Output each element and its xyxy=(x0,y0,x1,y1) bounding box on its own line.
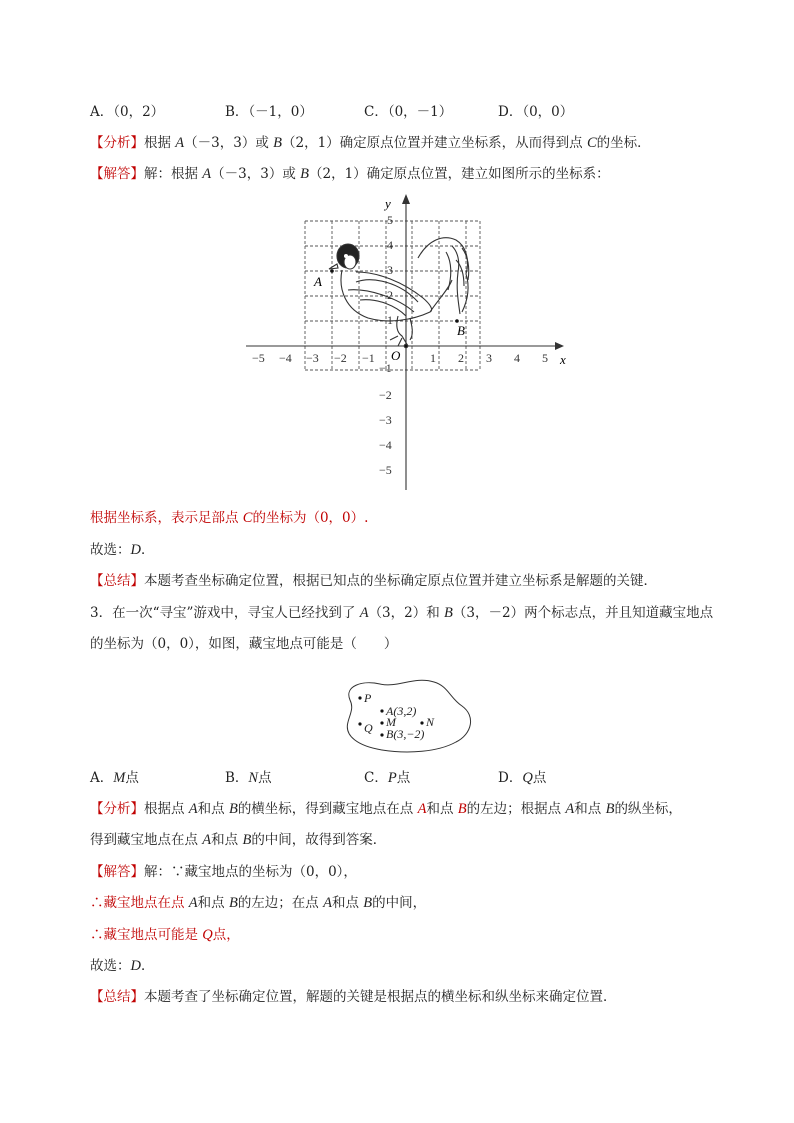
q2-conclusion: 根据坐标系，表示足部点 C的坐标为（0，0）. xyxy=(90,510,369,526)
q3-summary: 【总结】本题考查了坐标确定位置，解题的关键是根据点的横坐标和纵坐标来确定位置． xyxy=(90,989,617,1005)
point-a-marker xyxy=(330,269,334,273)
q3-option-a: A．M点 xyxy=(90,770,139,786)
q2-solution: 【解答】解：根据 A（－3，3）或 B（2，1）确定原点位置，建立如图所示的坐标系： xyxy=(90,166,610,182)
q3-analysis-line2: 得到藏宝地点在点 A和点 B的中间，故得到答案． xyxy=(90,832,387,848)
point-n-label: N xyxy=(426,715,435,729)
y-tick: −4 xyxy=(379,438,392,452)
q3-answer: 故选：D． xyxy=(90,958,155,974)
point-b-label: B(3,−2) xyxy=(386,727,425,741)
y-tick: 4 xyxy=(387,238,393,252)
y-axis-arrow xyxy=(402,194,410,204)
y-tick: 2 xyxy=(387,288,393,302)
x-tick: 4 xyxy=(514,351,520,365)
coordinate-figure xyxy=(238,190,578,500)
q2-option-c: C．（0，－1） xyxy=(364,104,453,120)
x-tick: −1 xyxy=(362,351,375,365)
x-axis-label: x xyxy=(560,352,566,367)
point-m-label: M xyxy=(386,715,396,729)
x-tick: 3 xyxy=(486,351,492,365)
x-tick: −5 xyxy=(252,351,265,365)
y-tick: 1 xyxy=(387,313,393,327)
q2-analysis: 【分析】根据 A（－3，3）或 B（2，1）确定原点位置并建立坐标系，从而得到点 C的坐标． xyxy=(90,135,651,151)
y-axis-label: y xyxy=(385,196,391,211)
q2-option-b: B．（－1，0） xyxy=(225,104,313,120)
q3-option-c: C．P点 xyxy=(364,770,411,786)
q3-option-b: B．N点 xyxy=(225,770,272,786)
y-tick: −2 xyxy=(379,388,392,402)
y-tick: 3 xyxy=(387,263,393,277)
x-tick: −4 xyxy=(279,351,292,365)
treasure-map-figure xyxy=(338,676,478,756)
point-p-label: P xyxy=(364,691,372,705)
q3-analysis-line1: 【分析】根据点 A和点 B的横坐标，得到藏宝地点在点 A和点 B的左边；根据点 A和点 B的纵坐标， xyxy=(90,801,682,817)
y-tick: −1 xyxy=(379,361,392,375)
q3-option-d: D．Q点 xyxy=(498,770,547,786)
q3-stem-line2: 的坐标为（0，0），如图，藏宝地点可能是（ ） xyxy=(90,636,398,652)
x-tick: 2 xyxy=(458,351,464,365)
y-tick: −5 xyxy=(379,463,392,477)
y-tick: −3 xyxy=(379,413,392,427)
q2-summary: 【总结】本题考查坐标确定位置，根据已知点的坐标确定原点位置并建立坐标系是解题的关键． xyxy=(90,573,657,589)
rooster-illustration xyxy=(329,238,469,348)
q3-solution-line3: ∴藏宝地点可能是 Q点， xyxy=(90,927,240,943)
x-tick: −3 xyxy=(306,351,319,365)
q2-option-a: A．（0，2） xyxy=(90,104,165,120)
x-tick: 5 xyxy=(542,351,548,365)
point-a-label: A(3,2) xyxy=(386,704,417,718)
q3-solution-line2: ∴藏宝地点在点 A和点 B的左边；在点 A和点 B的中间， xyxy=(90,895,427,911)
x-tick: −2 xyxy=(334,351,347,365)
y-tick: 5 xyxy=(387,213,393,227)
q3-stem-line1: 3．在一次“寻宝”游戏中，寻宝人已经找到了 A（3，2）和 B（3，－2）两个标志点，并且知道藏宝地点 xyxy=(90,605,714,621)
point-a-label: A xyxy=(314,274,322,289)
x-tick: 1 xyxy=(430,351,436,365)
origin-label: O xyxy=(391,348,401,363)
point-q-label: Q xyxy=(364,721,373,735)
q3-solution-line1: 【解答】解：∵藏宝地点的坐标为（0，0）， xyxy=(90,864,357,880)
q2-answer: 故选：D． xyxy=(90,542,155,558)
q2-option-d: D．（0，0） xyxy=(498,104,574,120)
x-axis-arrow xyxy=(555,342,564,350)
point-b-label: B xyxy=(457,323,465,338)
